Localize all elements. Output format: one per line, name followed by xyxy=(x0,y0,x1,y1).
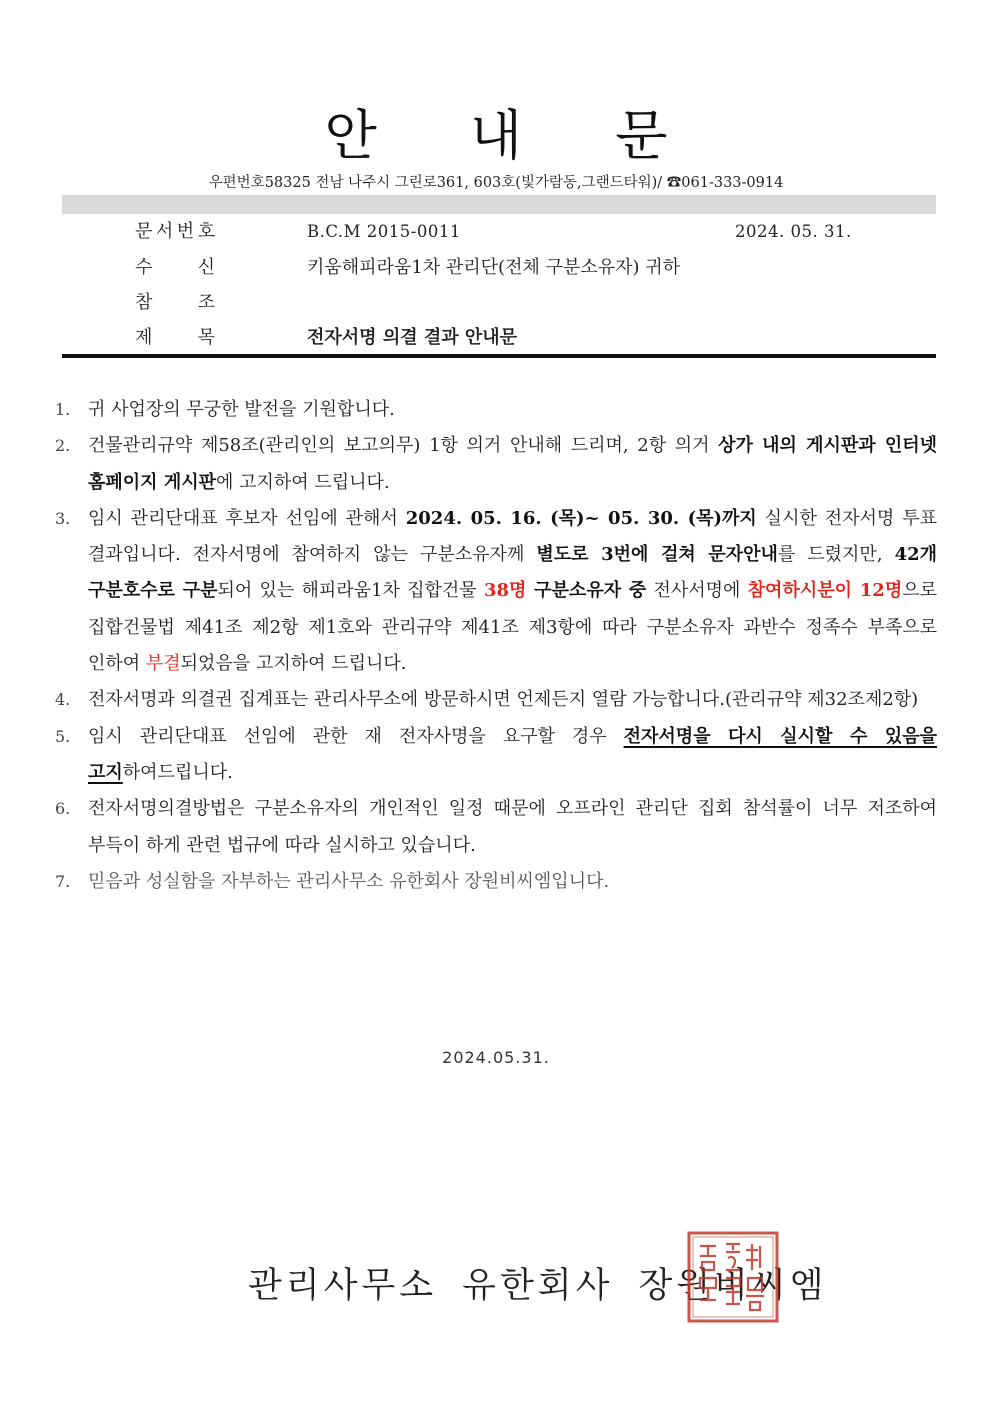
list-item-text: 으로 집합건물법 제41조 제2항 제1호와 관리규약 제41조 제3항에 따라 구분소유자 과반수 정족수 부족으로 인하여 xyxy=(88,580,937,675)
list-item-text: 믿음과 성실함을 자부하는 관리사무소 유한회사 장원비씨엠입니다. xyxy=(88,870,610,892)
header-divider-bar xyxy=(62,195,936,214)
list-item-number: 3. xyxy=(55,508,71,528)
list-item-text: 임시 관리단대표 후보자 선임에 관해서 xyxy=(88,507,406,529)
list-item-text: 하여드립니다. xyxy=(122,761,233,783)
list-item xyxy=(55,719,937,792)
list-item-text: 전자서명을 다시 실시할 수 있음을 고지 xyxy=(88,725,937,783)
footer-date: 2024.05.31. xyxy=(442,1048,550,1067)
list-item-text: 2024. 05. 16. (목)~ 05. 30. (목)까지 xyxy=(405,507,757,529)
list-item-number: 2. xyxy=(55,436,71,456)
list-item-text: 상가 내의 게시판과 인터넷 홈페이지 게시판 xyxy=(88,435,937,493)
doc-no-value: B.C.M 2015-0011 xyxy=(307,222,461,241)
list-item-number: 5. xyxy=(55,726,71,746)
notice-body-list xyxy=(55,392,937,900)
list-item-text: 부결 xyxy=(145,653,181,675)
subject-label: 제 목 xyxy=(135,327,215,348)
list-item-number: 1. xyxy=(55,400,71,419)
document-title: 안 내 문 xyxy=(324,104,706,167)
list-item-number: 6. xyxy=(55,799,71,819)
list-item-text: 별도로 3번에 걸쳐 문자안내 xyxy=(536,544,778,566)
list-item-text: 42개 구분호수로 구분 xyxy=(88,544,937,602)
doc-no-label: 문 서 번 호 xyxy=(135,221,215,242)
list-item xyxy=(55,864,937,900)
list-item-text: 에 고지하여 드립니다. xyxy=(215,471,390,493)
list-item-text: 귀 사업장의 무궁한 발전을 기원합니다. xyxy=(88,399,395,420)
official-seal-stamp xyxy=(686,1230,780,1324)
list-item xyxy=(55,501,937,682)
list-item-text: 건물관리규약 제58조(관리인의 보고의무) 1항 의거 안내해 드리며, 2항 의거 xyxy=(88,435,719,457)
list-item-text: 38명 xyxy=(483,580,527,602)
list-item-text: 참여하시분이 12명 xyxy=(747,580,903,602)
list-item xyxy=(55,791,937,864)
list-item xyxy=(55,428,937,501)
list-item-text: 되어 있는 해피라움1차 집합건물 xyxy=(217,580,484,602)
list-item xyxy=(55,682,937,718)
list-item-text: 전사서명에 xyxy=(646,580,748,602)
sender-address: 우편번호58325 전남 나주시 그린로361, 603호(빛가람동,그랜드타워)/ ☎061-333-0914 xyxy=(208,175,784,191)
list-item-text: 전자서명과 의결권 집계표는 관리사무소에 방문하시면 언제든지 열람 가능합니다.(관리규약 제32조제2항) xyxy=(88,689,919,711)
list-item-text: 를 드렸지만, xyxy=(777,544,895,566)
list-item-number: 4. xyxy=(55,690,71,710)
list-item-text: 전자서명의결방법은 구분소유자의 개인적인 일정 때문에 오프라인 관리단 집회 참석률이 너무 저조하여 부득이 하게 관련 법규에 따라 실시하고 있습니다. xyxy=(88,798,937,856)
issuer-signature: 관리사무소 유한회사 장원비씨엠 xyxy=(248,1266,828,1306)
header-bottom-rule xyxy=(62,354,936,358)
reference-label: 참 조 xyxy=(135,292,215,313)
recipient-value: 키움해피라움1차 관리단(전체 구분소유자) 귀하 xyxy=(307,257,681,278)
list-item-text: 되었음을 고지하여 드립니다. xyxy=(180,653,407,675)
list-item xyxy=(55,392,937,428)
recipient-label: 수 신 xyxy=(135,257,215,278)
list-item-text: 임시 관리단대표 선임에 관한 재 전자사명을 요구할 경우 xyxy=(88,725,624,747)
list-item-number: 7. xyxy=(55,871,71,891)
doc-date: 2024. 05. 31. xyxy=(735,222,852,241)
list-item-text: 구분소유자 중 xyxy=(526,580,647,602)
list-item-text: 실시한 전자서명 투표 결과입니다. 전자서명에 참여하지 않는 구분소유자께 xyxy=(88,507,937,566)
subject-value: 전자서명 의결 결과 안내문 xyxy=(307,327,518,348)
